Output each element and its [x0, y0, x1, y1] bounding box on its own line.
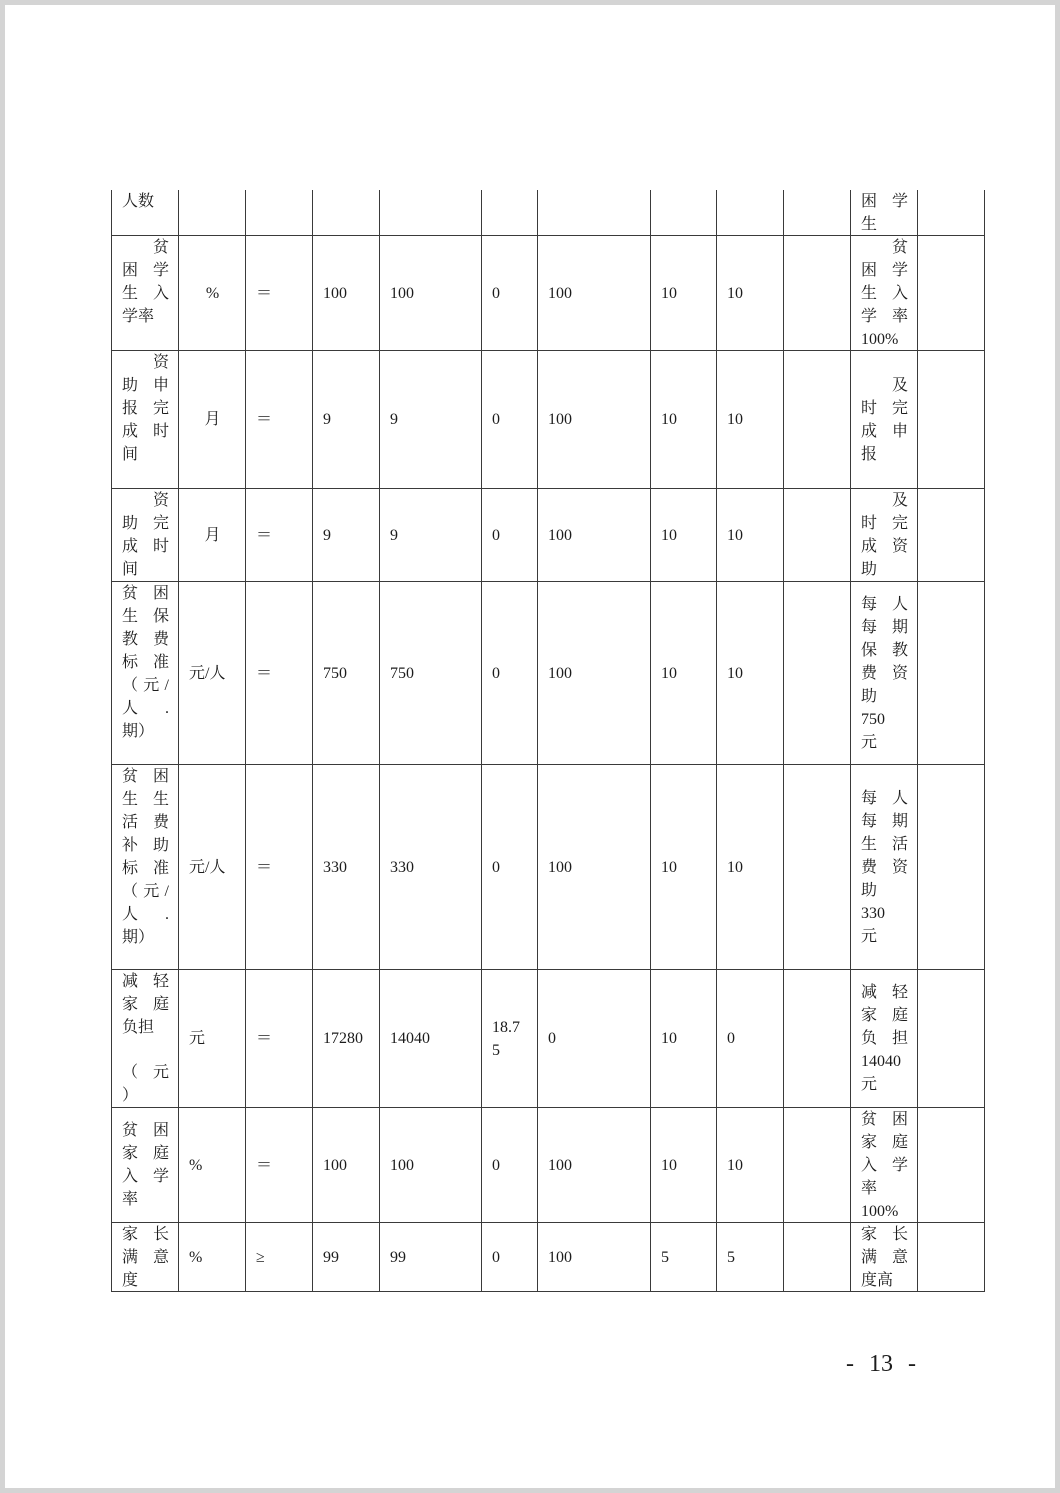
cell-paragraph	[861, 981, 908, 1096]
value-cell	[538, 1108, 651, 1223]
cell-line: 贫困	[861, 1110, 908, 1128]
cell-paragraph	[122, 1039, 169, 1061]
cell-line: 费资	[861, 858, 908, 876]
cell-line: 家长	[861, 1225, 908, 1243]
value-cell	[380, 582, 482, 765]
value-cell	[482, 1108, 538, 1223]
value-cell	[717, 970, 784, 1108]
blank-cell	[918, 765, 985, 970]
cell-line: 助	[861, 687, 878, 705]
cell-text: 9	[323, 411, 331, 428]
cell-line: 人.	[122, 906, 169, 923]
indicator-name-cell	[112, 236, 179, 351]
value-cell	[717, 765, 784, 970]
cell-line: （元	[122, 1064, 169, 1081]
value-cell	[313, 970, 380, 1108]
cell-text: 0	[492, 858, 500, 876]
cell-paragraph	[861, 236, 908, 351]
cell-text: 750	[323, 664, 347, 682]
indicator-name-cell	[112, 1223, 179, 1292]
cell-line: 教费	[122, 631, 169, 648]
cell-text: 100	[323, 284, 347, 302]
unit-cell	[179, 1223, 246, 1292]
value-cell	[482, 489, 538, 582]
indicator-name-cell	[112, 351, 179, 489]
cell-text: 99	[390, 1248, 406, 1266]
cell-line: 期）	[122, 723, 155, 740]
cell-line: 生保	[122, 608, 169, 625]
cell-paragraph	[861, 374, 908, 466]
value-cell	[313, 190, 380, 236]
value-cell	[380, 1108, 482, 1223]
cell-text: 14040	[390, 1030, 430, 1047]
cell-line: （元/	[122, 677, 169, 694]
cell-line: 成时	[122, 538, 169, 555]
cell-line: 贫困	[122, 768, 169, 785]
cell-text: 100	[390, 284, 414, 302]
value-cell	[380, 765, 482, 970]
cell-text: 10	[661, 664, 677, 682]
cell-paragraph	[122, 1061, 169, 1107]
cell-line: 100%	[861, 1202, 899, 1220]
cell-text: 100	[548, 858, 572, 876]
cell-line: 贫困	[122, 585, 169, 602]
cell-text: 0	[492, 284, 500, 302]
cell-text: 750	[390, 664, 414, 682]
cell-text: 0	[492, 1248, 500, 1266]
indicator-note-cell	[851, 236, 918, 351]
value-cell	[717, 190, 784, 236]
cell-line: 资	[152, 492, 169, 509]
cell-text: 100	[390, 1156, 414, 1174]
unit-cell	[179, 582, 246, 765]
cell-line: 家长	[122, 1225, 169, 1243]
cell-text: 10	[727, 526, 743, 544]
cell-text: 100	[548, 1248, 572, 1266]
cell-text: 330	[323, 858, 347, 876]
operator-cell	[246, 489, 313, 582]
cell-text: 100	[548, 526, 572, 544]
cell-line: 率	[122, 1191, 139, 1208]
cell-line: 期）	[122, 929, 155, 946]
value-cell	[717, 582, 784, 765]
cell-line: 生入	[122, 285, 169, 302]
cell-text: %	[189, 1156, 203, 1174]
cell-text: 0	[492, 664, 500, 682]
cell-line: 助	[861, 881, 878, 899]
cell-text: 330	[390, 858, 414, 876]
value-cell	[313, 236, 380, 351]
cell-text: 100	[548, 1156, 572, 1174]
cell-line: 标准	[122, 860, 169, 877]
value-cell	[717, 1108, 784, 1223]
blank-cell	[784, 765, 851, 970]
value-cell	[651, 1223, 717, 1292]
blank-cell	[784, 190, 851, 236]
cell-line: 学率	[122, 308, 155, 325]
cell-line: 报完	[122, 400, 169, 417]
cell-line: 家庭	[122, 996, 169, 1013]
value-cell	[380, 190, 482, 236]
value-cell	[313, 1223, 380, 1292]
indicator-name-cell	[112, 1108, 179, 1223]
indicator-table	[111, 190, 985, 1292]
cell-text: 0	[492, 1156, 500, 1174]
cell-line: 度高	[861, 1271, 894, 1289]
cell-line: 资	[152, 354, 169, 371]
cell-line: 元	[861, 927, 878, 945]
cell-text: 9	[390, 526, 398, 544]
value-cell	[538, 765, 651, 970]
value-cell	[538, 236, 651, 351]
cell-line: 时完	[861, 515, 908, 532]
cell-line: 时完	[861, 399, 908, 417]
cell-paragraph	[122, 236, 169, 328]
value-cell	[717, 1223, 784, 1292]
blank-cell	[918, 1223, 985, 1292]
cell-paragraph	[861, 190, 908, 236]
cell-line: 每人	[861, 595, 908, 613]
indicator-name-cell	[112, 582, 179, 765]
cell-text: %	[189, 1248, 203, 1266]
cell-text: %	[205, 284, 220, 302]
cell-line: 元	[861, 733, 878, 751]
cell-line: 家庭	[122, 1145, 169, 1162]
value-cell	[313, 765, 380, 970]
cell-line: 330	[861, 904, 885, 922]
indicator-name-cell	[112, 765, 179, 970]
cell-text: 0	[727, 1030, 735, 1047]
cell-line: 家庭	[861, 1007, 908, 1024]
blank-cell	[918, 236, 985, 351]
value-cell	[717, 236, 784, 351]
cell-paragraph	[122, 765, 169, 949]
cell-line: 入学	[861, 1156, 908, 1174]
blank-cell	[784, 351, 851, 489]
value-cell	[651, 190, 717, 236]
cell-text: 月	[204, 526, 221, 544]
cell-text: ＝	[256, 284, 273, 302]
cell-text: 10	[661, 1156, 677, 1174]
cell-line: 生入	[861, 284, 908, 302]
cell-line: 贫	[152, 239, 169, 256]
cell-text: 9	[390, 411, 398, 428]
cell-paragraph	[861, 489, 908, 581]
blank-cell	[918, 351, 985, 489]
indicator-note-cell	[851, 190, 918, 236]
value-cell	[538, 582, 651, 765]
cell-line: 人数	[122, 193, 155, 210]
cell-line: 率	[861, 1179, 878, 1197]
cell-line: 每期	[861, 812, 908, 830]
cell-paragraph	[122, 582, 169, 743]
value-cell	[651, 582, 717, 765]
cell-line: 减轻	[861, 984, 908, 1001]
cell-text: 月	[204, 411, 221, 428]
cell-line: 5	[492, 1041, 500, 1059]
value-cell	[538, 1223, 651, 1292]
cell-line: 满意	[861, 1248, 908, 1266]
cell-line: 间	[122, 561, 139, 578]
cell-line: 活费	[122, 814, 169, 831]
operator-cell	[246, 765, 313, 970]
cell-text: 10	[727, 664, 743, 682]
cell-paragraph	[861, 787, 908, 948]
cell-line: 保教	[861, 641, 908, 659]
blank-cell	[918, 190, 985, 236]
cell-paragraph	[861, 593, 908, 754]
cell-line: 减轻	[122, 973, 169, 990]
cell-text: ＝	[256, 1156, 273, 1174]
cell-line: 100%	[861, 330, 899, 348]
blank-cell	[784, 582, 851, 765]
value-cell	[313, 582, 380, 765]
cell-text: 0	[548, 1030, 556, 1047]
cell-line: 助完	[122, 515, 169, 532]
operator-cell	[246, 1108, 313, 1223]
cell-paragraph	[122, 190, 169, 213]
cell-text: 元/人	[189, 664, 226, 682]
cell-line: 助申	[122, 377, 169, 394]
value-cell	[651, 970, 717, 1108]
value-cell	[538, 351, 651, 489]
blank-cell	[918, 582, 985, 765]
cell-text: 100	[548, 284, 572, 302]
cell-text: 10	[727, 1156, 743, 1174]
cell-text: 10	[661, 858, 677, 876]
cell-paragraph	[122, 489, 169, 581]
cell-line: 元	[861, 1076, 878, 1093]
cell-line: 入学	[122, 1168, 169, 1185]
cell-text: 10	[661, 1030, 677, 1047]
value-cell	[482, 582, 538, 765]
value-cell	[538, 970, 651, 1108]
value-cell	[651, 489, 717, 582]
cell-line: 成资	[861, 538, 908, 555]
cell-text: ＝	[256, 1030, 273, 1047]
cell-line: 家庭	[861, 1133, 908, 1151]
value-cell	[651, 1108, 717, 1223]
cell-line: 报	[861, 445, 878, 463]
indicator-name-cell	[112, 489, 179, 582]
cell-line: 贫困	[122, 1122, 169, 1139]
value-cell	[717, 489, 784, 582]
cell-paragraph	[122, 351, 169, 466]
cell-text: 99	[323, 1248, 339, 1266]
cell-text: 9	[323, 526, 331, 544]
cell-text: 100	[548, 664, 572, 682]
cell-line: 及	[891, 492, 908, 509]
value-cell	[482, 351, 538, 489]
blank-cell	[918, 489, 985, 582]
blank-cell	[784, 1108, 851, 1223]
cell-line: 生生	[122, 791, 169, 808]
value-cell	[313, 1108, 380, 1223]
cell-text: 100	[548, 411, 572, 428]
cell-paragraph	[122, 1119, 169, 1211]
cell-line: 度	[122, 1271, 139, 1289]
indicator-note-cell	[851, 1108, 918, 1223]
unit-cell	[179, 765, 246, 970]
cell-text: 0	[492, 526, 500, 544]
value-cell	[380, 1223, 482, 1292]
cell-text: 0	[492, 411, 500, 428]
cell-line: 费资	[861, 664, 908, 682]
cell-text: 5	[727, 1248, 735, 1266]
operator-cell	[246, 970, 313, 1108]
operator-cell	[246, 351, 313, 489]
value-cell	[651, 236, 717, 351]
blank-cell	[918, 1108, 985, 1223]
value-cell	[717, 351, 784, 489]
blank-cell	[784, 970, 851, 1108]
value-cell	[538, 489, 651, 582]
cell-line: 困学	[122, 262, 169, 279]
value-cell	[651, 765, 717, 970]
value-cell	[651, 351, 717, 489]
cell-line: 生	[861, 215, 878, 233]
cell-line: 负担	[122, 1019, 155, 1036]
value-cell	[313, 489, 380, 582]
cell-text: 10	[661, 526, 677, 544]
cell-line: 满意	[122, 1248, 169, 1266]
cell-line: 成时	[122, 423, 169, 440]
cell-paragraph	[492, 1016, 528, 1062]
cell-line: 困学	[861, 261, 908, 279]
cell-line: 间	[122, 446, 139, 463]
value-cell	[482, 970, 538, 1108]
cell-line: 学率	[861, 307, 908, 325]
cell-line: 及	[891, 376, 908, 394]
cell-text: 100	[323, 1156, 347, 1174]
value-cell	[482, 765, 538, 970]
value-cell	[482, 190, 538, 236]
value-cell	[380, 236, 482, 351]
cell-text: 元	[189, 1030, 206, 1047]
value-cell	[380, 489, 482, 582]
value-cell	[482, 1223, 538, 1292]
cell-text: 10	[727, 284, 743, 302]
cell-text: 10	[661, 411, 677, 428]
cell-paragraph	[861, 1108, 908, 1223]
indicator-note-cell	[851, 1223, 918, 1292]
value-cell	[313, 351, 380, 489]
unit-cell	[179, 236, 246, 351]
value-cell	[380, 970, 482, 1108]
indicator-note-cell	[851, 489, 918, 582]
page-number: - 13 -	[846, 1351, 916, 1377]
unit-cell	[179, 489, 246, 582]
cell-text: 10	[727, 858, 743, 876]
cell-line: 助	[861, 561, 878, 578]
value-cell	[482, 236, 538, 351]
indicator-note-cell	[851, 970, 918, 1108]
indicator-note-cell	[851, 765, 918, 970]
cell-line: 成申	[861, 422, 908, 440]
operator-cell	[246, 190, 313, 236]
cell-line: 18.7	[492, 1018, 520, 1036]
cell-line: 每人	[861, 789, 908, 807]
cell-text: ＝	[256, 526, 273, 544]
cell-line: 负担	[861, 1030, 908, 1047]
cell-line: 750	[861, 710, 885, 728]
value-cell	[538, 190, 651, 236]
cell-line: 贫	[891, 238, 908, 256]
cell-paragraph	[861, 1223, 908, 1292]
cell-text: ＝	[256, 858, 273, 876]
indicator-name-cell	[112, 190, 179, 236]
cell-text: ＝	[256, 411, 273, 428]
cell-line: 人.	[122, 700, 169, 717]
indicator-note-cell	[851, 351, 918, 489]
cell-line: 困学	[861, 192, 908, 210]
unit-cell	[179, 1108, 246, 1223]
blank-cell	[918, 970, 985, 1108]
cell-paragraph	[122, 970, 169, 1039]
indicator-note-cell	[851, 582, 918, 765]
blank-cell	[784, 1223, 851, 1292]
cell-paragraph	[122, 1223, 169, 1292]
operator-cell	[246, 1223, 313, 1292]
cell-text: 10	[727, 411, 743, 428]
cell-line: 14040	[861, 1053, 901, 1070]
blank-cell	[784, 489, 851, 582]
cell-text: 5	[661, 1248, 669, 1266]
indicator-name-cell	[112, 970, 179, 1108]
cell-line: （元/	[122, 883, 169, 900]
cell-text: 17280	[323, 1030, 363, 1047]
unit-cell	[179, 351, 246, 489]
blank-cell	[784, 236, 851, 351]
operator-cell	[246, 582, 313, 765]
cell-line: 补助	[122, 837, 169, 854]
cell-text: 元/人	[189, 858, 226, 876]
operator-cell	[246, 236, 313, 351]
cell-line: 生活	[861, 835, 908, 853]
cell-text: 10	[661, 284, 677, 302]
unit-cell	[179, 970, 246, 1108]
value-cell	[380, 351, 482, 489]
cell-text: ＝	[256, 664, 273, 682]
unit-cell	[179, 190, 246, 236]
cell-line: 每期	[861, 618, 908, 636]
cell-line: ）	[122, 1087, 139, 1104]
cell-line: 标准	[122, 654, 169, 671]
cell-text: ≥	[256, 1248, 265, 1266]
